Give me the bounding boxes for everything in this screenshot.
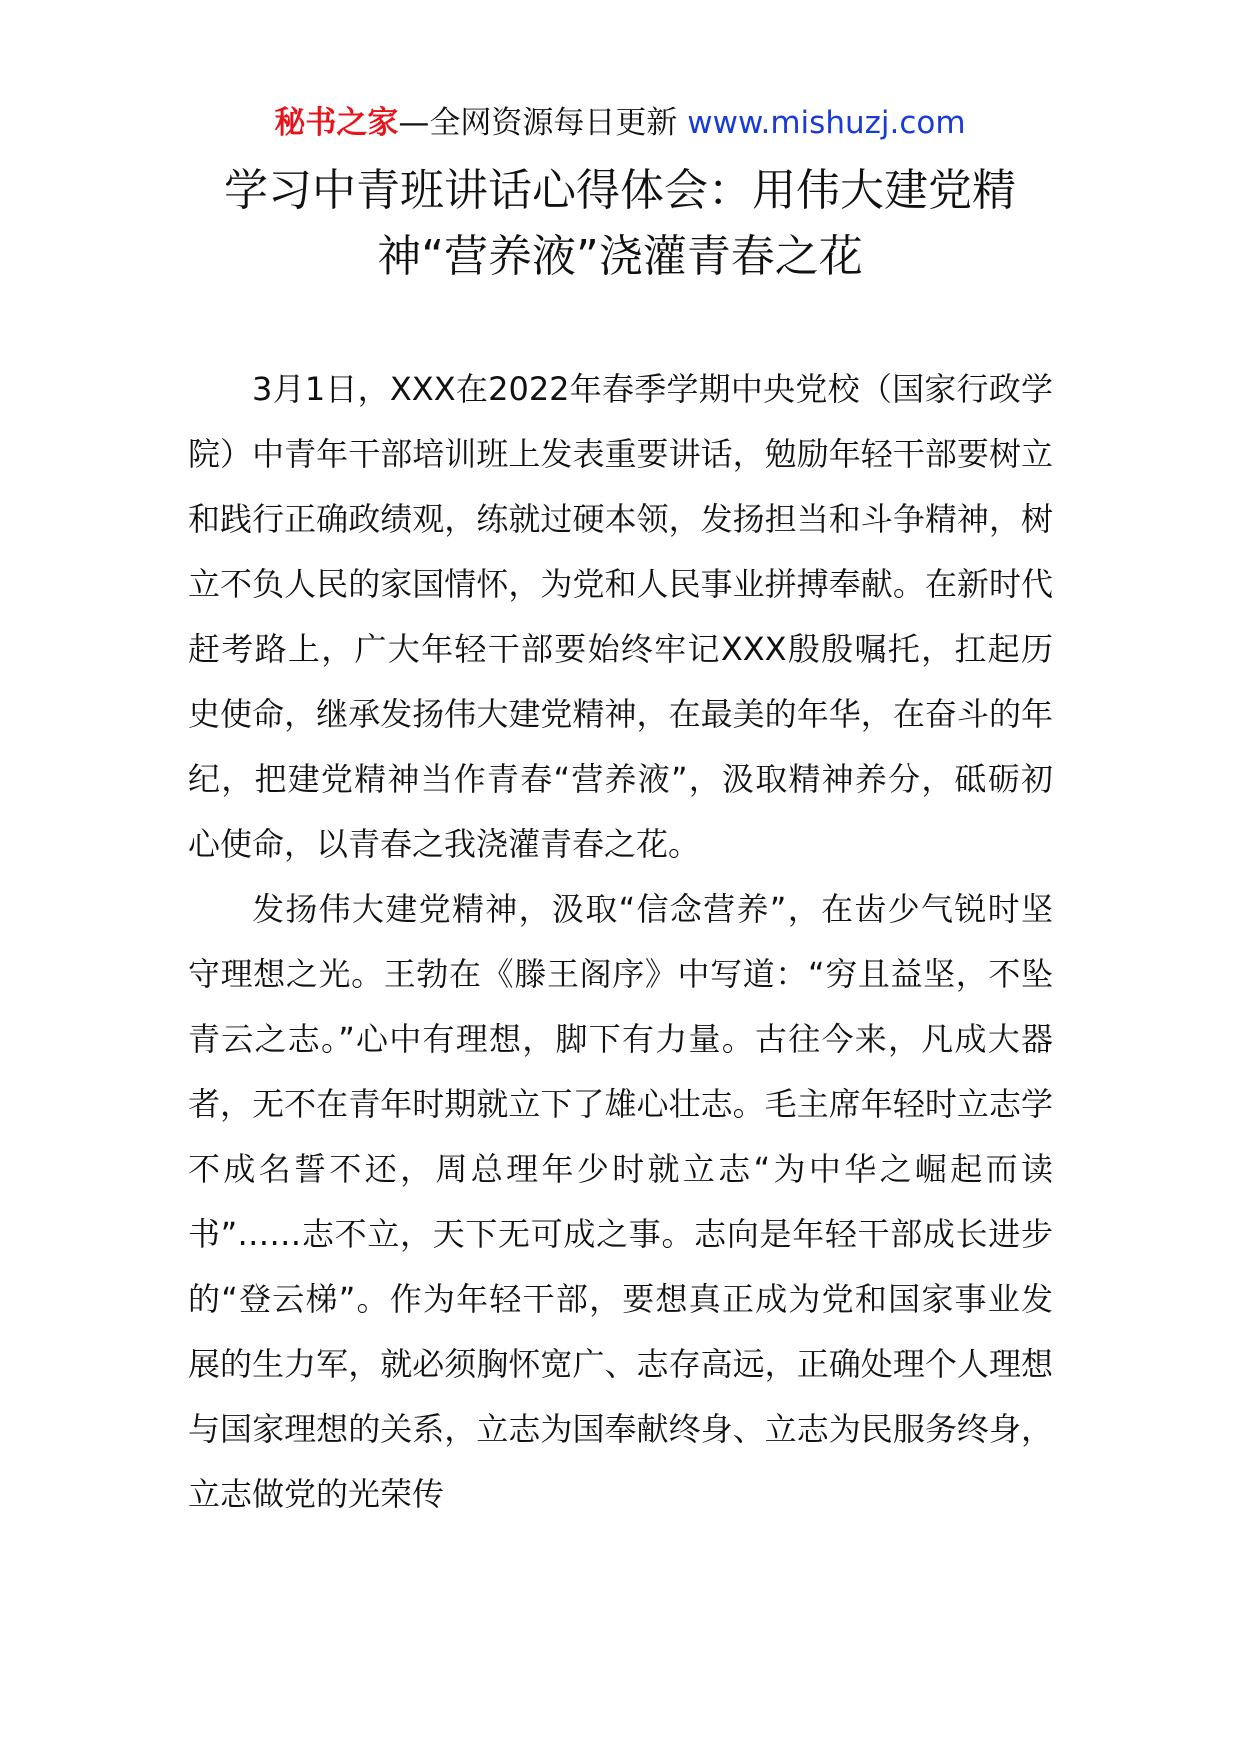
site-header: [0, 100, 1240, 146]
brand-name: 秘书之家: [274, 105, 399, 141]
title-line-1: 学习中青班讲话心得体会：用伟大建党精: [224, 165, 1016, 216]
site-url-link[interactable]: www.mishuzj.com: [687, 105, 966, 141]
document-title: [170, 158, 1070, 290]
title-line-2: 神“营养液”浇灌青春之花: [377, 231, 863, 282]
document-body: [188, 357, 1053, 1527]
body-paragraph: 3月1日，XXX在2022年春季学期中央党校（国家行政学院）中青年干部培训班上发表重要讲话，勉励年轻干部要树立和践行正确政绩观，练就过硬本领，发扬担当和斗争精神，树立不负人民的家国情怀，为党和人民事业拼搏奉献。在新时代赶考路上，广大年轻干部要始终牢记XXX殷殷嘱托，扛起历史使命，继承发扬伟大建党精神，在最美的年华，在奋斗的年纪，把建党精神当作青春“营养液”，汲取精神养分，砥砺初心使命，以青春之我浇灌青春之花。: [188, 370, 1053, 863]
header-tagline: —全网资源每日更新: [398, 105, 678, 141]
body-paragraph: 发扬伟大建党精神，汲取“信念营养”，在齿少气锐时坚守理想之光。王勃在《滕王阁序》中写道：“穷且益坚，不坠青云之志。”心中有理想，脚下有力量。古往今来，凡成大器者，无不在青年时期就立下了雄心壮志。毛主席年轻时立志学不成名誓不还，周总理年少时就立志“为中华之崛起而读书”……志不立，天下无可成之事。志向是年轻干部成长进步的“登云梯”。作为年轻干部，要想真正成为党和国家事业发展的生力军，就必须胸怀宽广、志存高远，正确处理个人理想与国家理想的关系，立志为国奉献终身、立志为民服务终身，立志做党的光荣传: [188, 890, 1053, 1513]
